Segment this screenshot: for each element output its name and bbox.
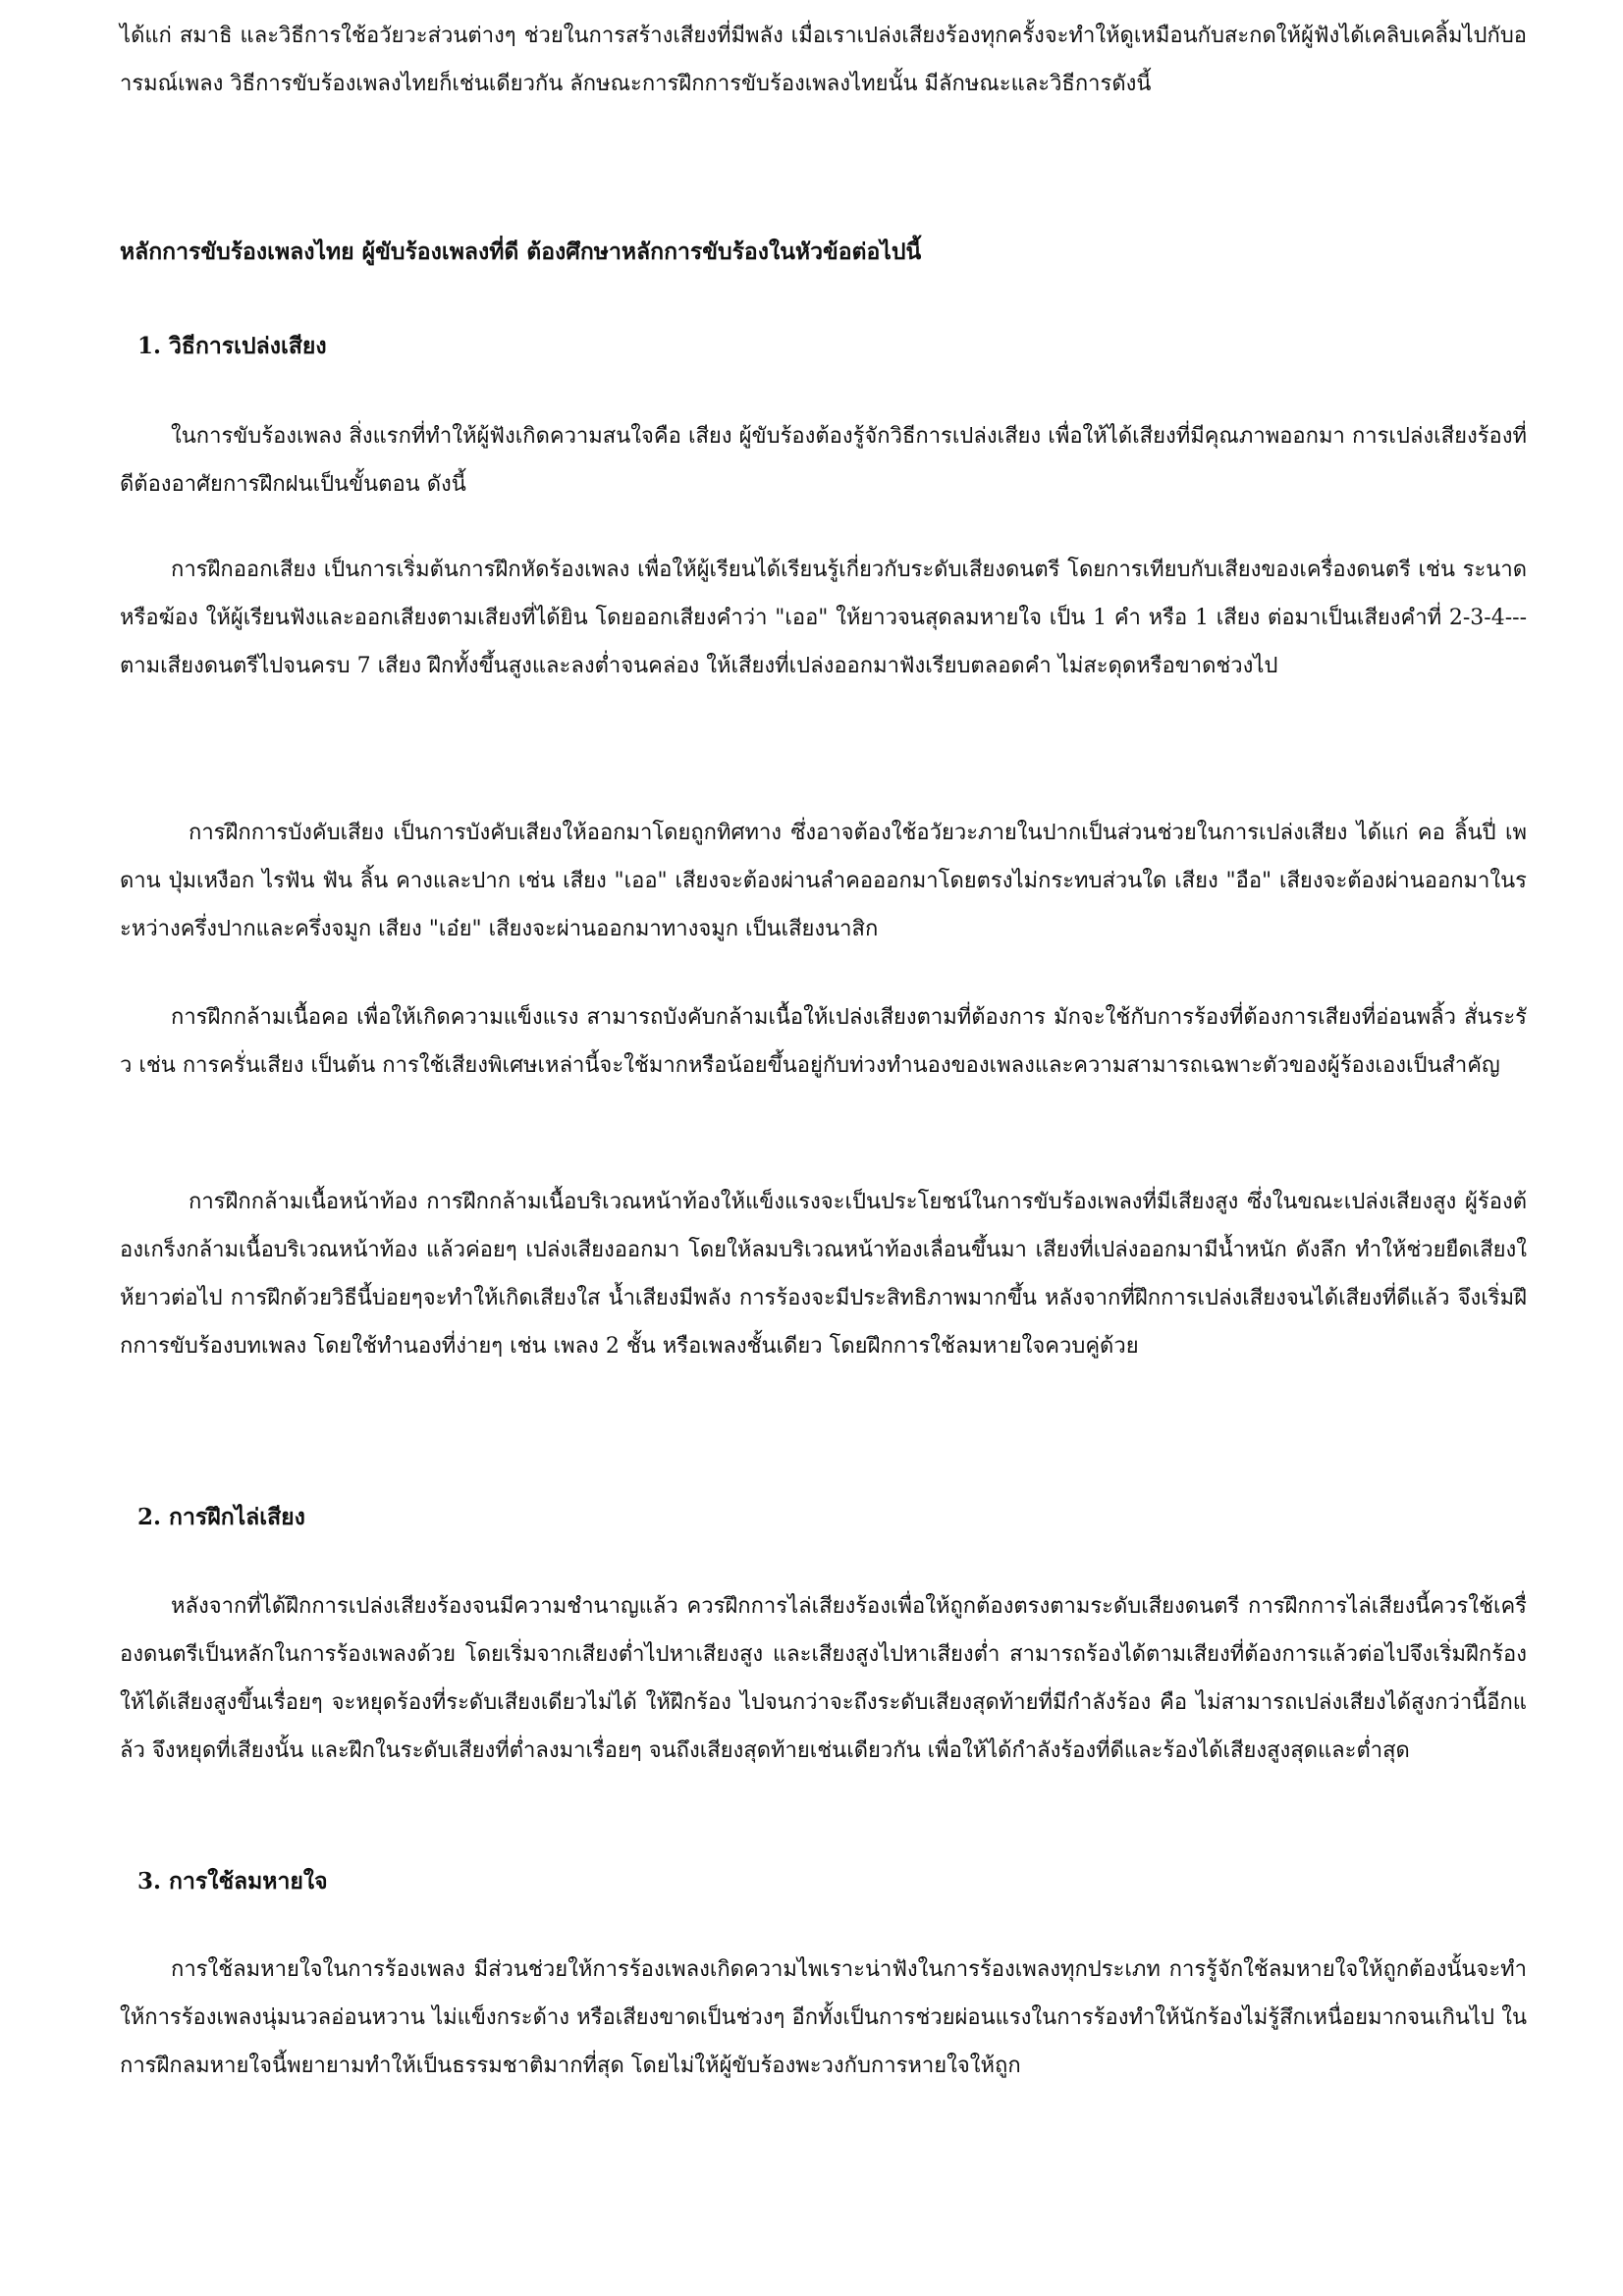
paragraph-voice-intro: ในการขับร้องเพลง สิ่งแรกที่ทำให้ผู้ฟังเกิดความสนใจคือ เสียง ผู้ขับร้องต้องรู้จักวิธีการเปล่งเสียง เพื่อให้ได้เสียงที่มีคุณภาพออกมา การเปล่งเสียงร้องที่ดีต้องอาศัยการฝึกฝนเป็นขั้นตอน ดังนี้	[120, 424, 1527, 497]
paragraph-pronunciation-practice: การฝึกออกเสียง เป็นการเริ่มต้นการฝึกหัดร้องเพลง เพื่อให้ผู้เรียนได้เรียนรู้เกี่ยวกับระดับเสียงดนตรี โดยการเทียบกับเสียงของเครื่องดนตรี เช่น ระนาดหรือฆ้อง ให้ผู้เรียนฟังและออกเสียงตามเสียงที่ได้ยิน โดยออกเสียงคำว่า "เออ" ให้ยาวจนสุดลมหายใจ เป็น 1 คำ หรือ 1 เสียง ต่อมาเป็นเสียงคำที่ 2-3-4--- ตามเสียงดนตรีไปจนครบ 7 เสียง ฝึกทั้งขึ้นสูงและลงต่ำจนคล่อง ให้เสียงที่เปล่งออกมาฟังเรียบตลอดคำ ไม่สะดุดหรือขาดช่วงไป	[120, 558, 1527, 678]
paragraph-scale-practice: หลังจากที่ได้ฝึกการเปล่งเสียงร้องจนมีความชำนาญแล้ว ควรฝึกการไล่เสียงร้องเพื่อให้ถูกต้องตรงตามระดับเสียงดนตรี การฝึกการไล่เสียงนี้ควรใช้เครื่องดนตรีเป็นหลักในการร้องเพลงด้วย โดยเริ่มจากเสียงต่ำไปหาเสียงสูง และเสียงสูงไปหาเสียงต่ำ สามารถร้องได้ตามเสียงที่ต้องการแล้วต่อไปจึงเริ่มฝึกร้องให้ได้เสียงสูงขึ้นเรื่อยๆ จะหยุดร้องที่ระดับเสียงเดียวไม่ได้ ให้ฝึกร้อง ไปจนกว่าจะถึงระดับเสียงสุดท้ายที่มีกำลังร้อง คือ ไม่สามารถเปล่งเสียงได้สูงกว่านี้อีกแล้ว จึงหยุดที่เสียงนั้น และฝึกในระดับเสียงที่ต่ำลงมาเรื่อยๆ จนถึงเสียงสุดท้ายเช่นเดียวกัน เพื่อให้ได้กำลังร้องที่ดีและร้องได้เสียงสูงสุดและต่ำสุด	[120, 1594, 1527, 1763]
section-heading-voice-production: 1. วิธีการเปล่งเสียง	[137, 333, 327, 359]
paragraph-voice-control: การฝึกการบังคับเสียง เป็นการบังคับเสียงให้ออกมาโดยถูกทิศทาง ซึ่งอาจต้องใช้อวัยวะภายในปากเป็นส่วนช่วยในการเปล่งเสียง ได้แก่ คอ ลิ้นปี่ เพดาน ปุ่มเหงือก ไรฟัน ฟัน ลิ้น คางและปาก เช่น เสียง "เออ" เสียงจะต้องผ่านลำคอออกมาโดยตรงไม่กระทบส่วนใด เสียง "อือ" เสียงจะต้องผ่านออกมาในระหว่างครึ่งปากและครึ่งจมูก เสียง "เอ๋ย" เสียงจะผ่านออกมาทางจมูก เป็นเสียงนาสิก	[120, 821, 1527, 941]
main-heading: หลักการขับร้องเพลงไทย ผู้ขับร้องเพลงที่ดี ต้องศึกษาหลักการขับร้องในหัวข้อต่อไปนี้	[120, 239, 922, 265]
intro-paragraph: ได้แก่ สมาธิ และวิธีการใช้อวัยวะส่วนต่างๆ ช่วยในการสร้างเสียงที่มีพลัง เมื่อเราเปล่งเสียงร้องทุกครั้งจะทำให้ดูเหมือนกับสะกดให้ผู้ฟังได้เคลิบเคลิ้มไปกับอารมณ์เพลง วิธีการขับร้องเพลงไทยก็เช่นเดียวกัน ลักษณะการฝึกการขับร้องเพลงไทยนั้น มีลักษณะและวิธีการดังนี้	[120, 24, 1527, 96]
paragraph-throat-muscles: การฝึกกล้ามเนื้อคอ เพื่อให้เกิดความแข็งแรง สามารถบังคับกล้ามเนื้อให้เปล่งเสียงตามที่ต้องการ มักจะใช้กับการร้องที่ต้องการเสียงที่อ่อนพลิ้ว สั่นระรัว เช่น การครั่นเสียง เป็นต้น การใช้เสียงพิเศษเหล่านี้จะใช้มากหรือน้อยขึ้นอยู่กับท่วงทำนองของเพลงและความสามารถเฉพาะตัวของผู้ร้องเองเป็นสำคัญ	[120, 1005, 1527, 1078]
paragraph-abdominal-muscles: การฝึกกล้ามเนื้อหน้าท้อง การฝึกกล้ามเนื้อบริเวณหน้าท้องให้แข็งแรงจะเป็นประโยชน์ในการขับร้องเพลงที่มีเสียงสูง ซึ่งในขณะเปล่งเสียงสูง ผู้ร้องต้องเกร็งกล้ามเนื้อบริเวณหน้าท้อง แล้วค่อยๆ เปล่งเสียงออกมา โดยให้ลมบริเวณหน้าท้องเลื่อนขึ้นมา เสียงที่เปล่งออกมามีน้ำหนัก ดังลึก ทำให้ช่วยยืดเสียงให้ยาวต่อไป การฝึกด้วยวิธีนี้บ่อยๆจะทำให้เกิดเสียงใส น้ำเสียงมีพลัง การร้องจะมีประสิทธิภาพมากขึ้น หลังจากที่ฝึกการเปล่งเสียงจนได้เสียงที่ดีแล้ว จึงเริ่มฝึกการขับร้องบทเพลง โดยใช้ทำนองที่ง่ายๆ เช่น เพลง 2 ชั้น หรือเพลงชั้นเดียว โดยฝึกการใช้ลมหายใจควบคู่ด้วย	[120, 1190, 1527, 1359]
section-heading-scale-practice: 2. การฝึกไล่เสียง	[137, 1504, 305, 1530]
paragraph-breathing: การใช้ลมหายใจในการร้องเพลง มีส่วนช่วยให้การร้องเพลงเกิดความไพเราะน่าฟังในการร้องเพลงทุกประเภท การรู้จักใช้ลมหายใจให้ถูกต้องนั้นจะทำให้การร้องเพลงนุ่มนวลอ่อนหวาน ไม่แข็งกระด้าง หรือเสียงขาดเป็นช่วงๆ อีกทั้งเป็นการช่วยผ่อนแรงในการร้องทำให้นักร้องไม่รู้สึกเหนื่อยมากจนเกินไป ในการฝึกลมหายใจนี้พยายามทำให้เป็นธรรมชาติมากที่สุด โดยไม่ให้ผู้ขับร้องพะวงกับการหายใจให้ถูก	[120, 1957, 1527, 2078]
section-heading-breathing: 3. การใช้ลมหายใจ	[137, 1868, 328, 1895]
